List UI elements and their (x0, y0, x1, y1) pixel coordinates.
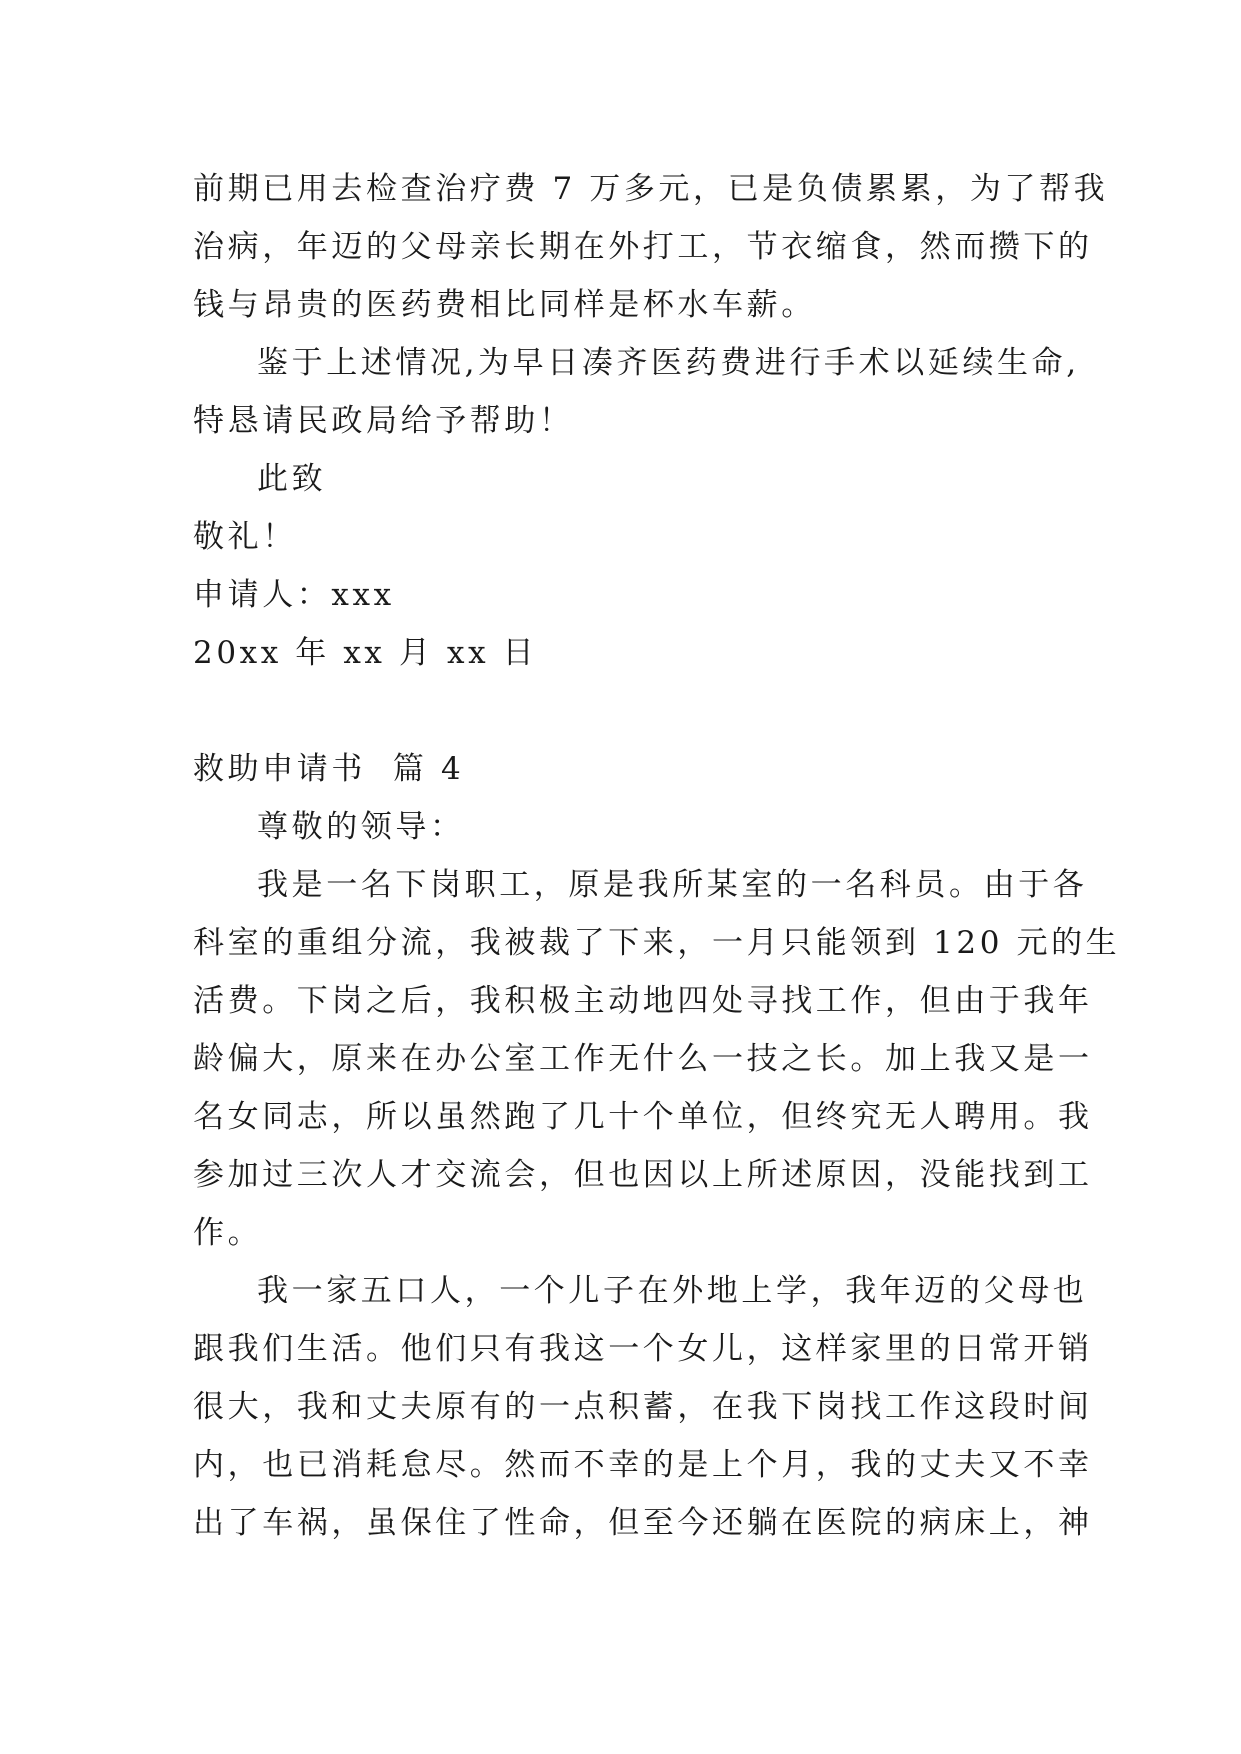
closing-text: 此致 (257, 461, 327, 497)
body-text-line: 龄偏大，原来在办公室工作无什么一技之长。加上我又是一 (193, 1041, 1093, 1077)
body-text-line: 我一家五口人，一个儿子在外地上学，我年迈的父母也 (257, 1273, 1088, 1309)
body-text-line: 出了车祸，虽保住了性命，但至今还躺在医院的病床上，神 (193, 1505, 1093, 1541)
applicant-line: 申请人：xxx (193, 577, 395, 613)
body-text-line: 钱与昂贵的医药费相比同样是杯水车薪。 (193, 287, 816, 323)
greeting-text: 尊敬的领导： (257, 809, 465, 845)
body-text-line: 科室的重组分流，我被裁了下来，一月只能领到 120 元的生 (193, 925, 1121, 961)
body-text-line: 特恳请民政局给予帮助！ (193, 403, 574, 439)
salute-text: 敬礼！ (193, 519, 297, 555)
body-text-line: 内，也已消耗怠尽。然而不幸的是上个月，我的丈夫又不幸 (193, 1447, 1093, 1483)
body-text-line: 作。 (193, 1215, 263, 1251)
body-text-line: 参加过三次人才交流会，但也因以上所述原因，没能找到工 (193, 1157, 1093, 1193)
body-text-line: 治病，年迈的父母亲长期在外打工，节衣缩食，然而攒下的 (193, 229, 1093, 265)
body-text-line: 跟我们生活。他们只有我这一个女儿，这样家里的日常开销 (193, 1331, 1093, 1367)
body-text-line: 前期已用去检查治疗费 7 万多元，已是负债累累，为了帮我 (193, 171, 1109, 207)
date-line: 20xx 年 xx 月 xx 日 (193, 635, 538, 671)
body-text-line: 鉴于上述情况,为早日凑齐医药费进行手术以延续生命, (257, 345, 1080, 381)
body-text-line: 活费。下岗之后，我积极主动地四处寻找工作，但由于我年 (193, 983, 1093, 1019)
body-text-line: 很大，我和丈夫原有的一点积蓄，在我下岗找工作这段时间 (193, 1389, 1093, 1425)
body-text-line: 名女同志，所以虽然跑了几十个单位，但终究无人聘用。我 (193, 1099, 1093, 1135)
body-text-line: 我是一名下岗职工，原是我所某室的一名科员。由于各 (257, 867, 1088, 903)
section-heading: 救助申请书 篇 4 (193, 751, 465, 787)
